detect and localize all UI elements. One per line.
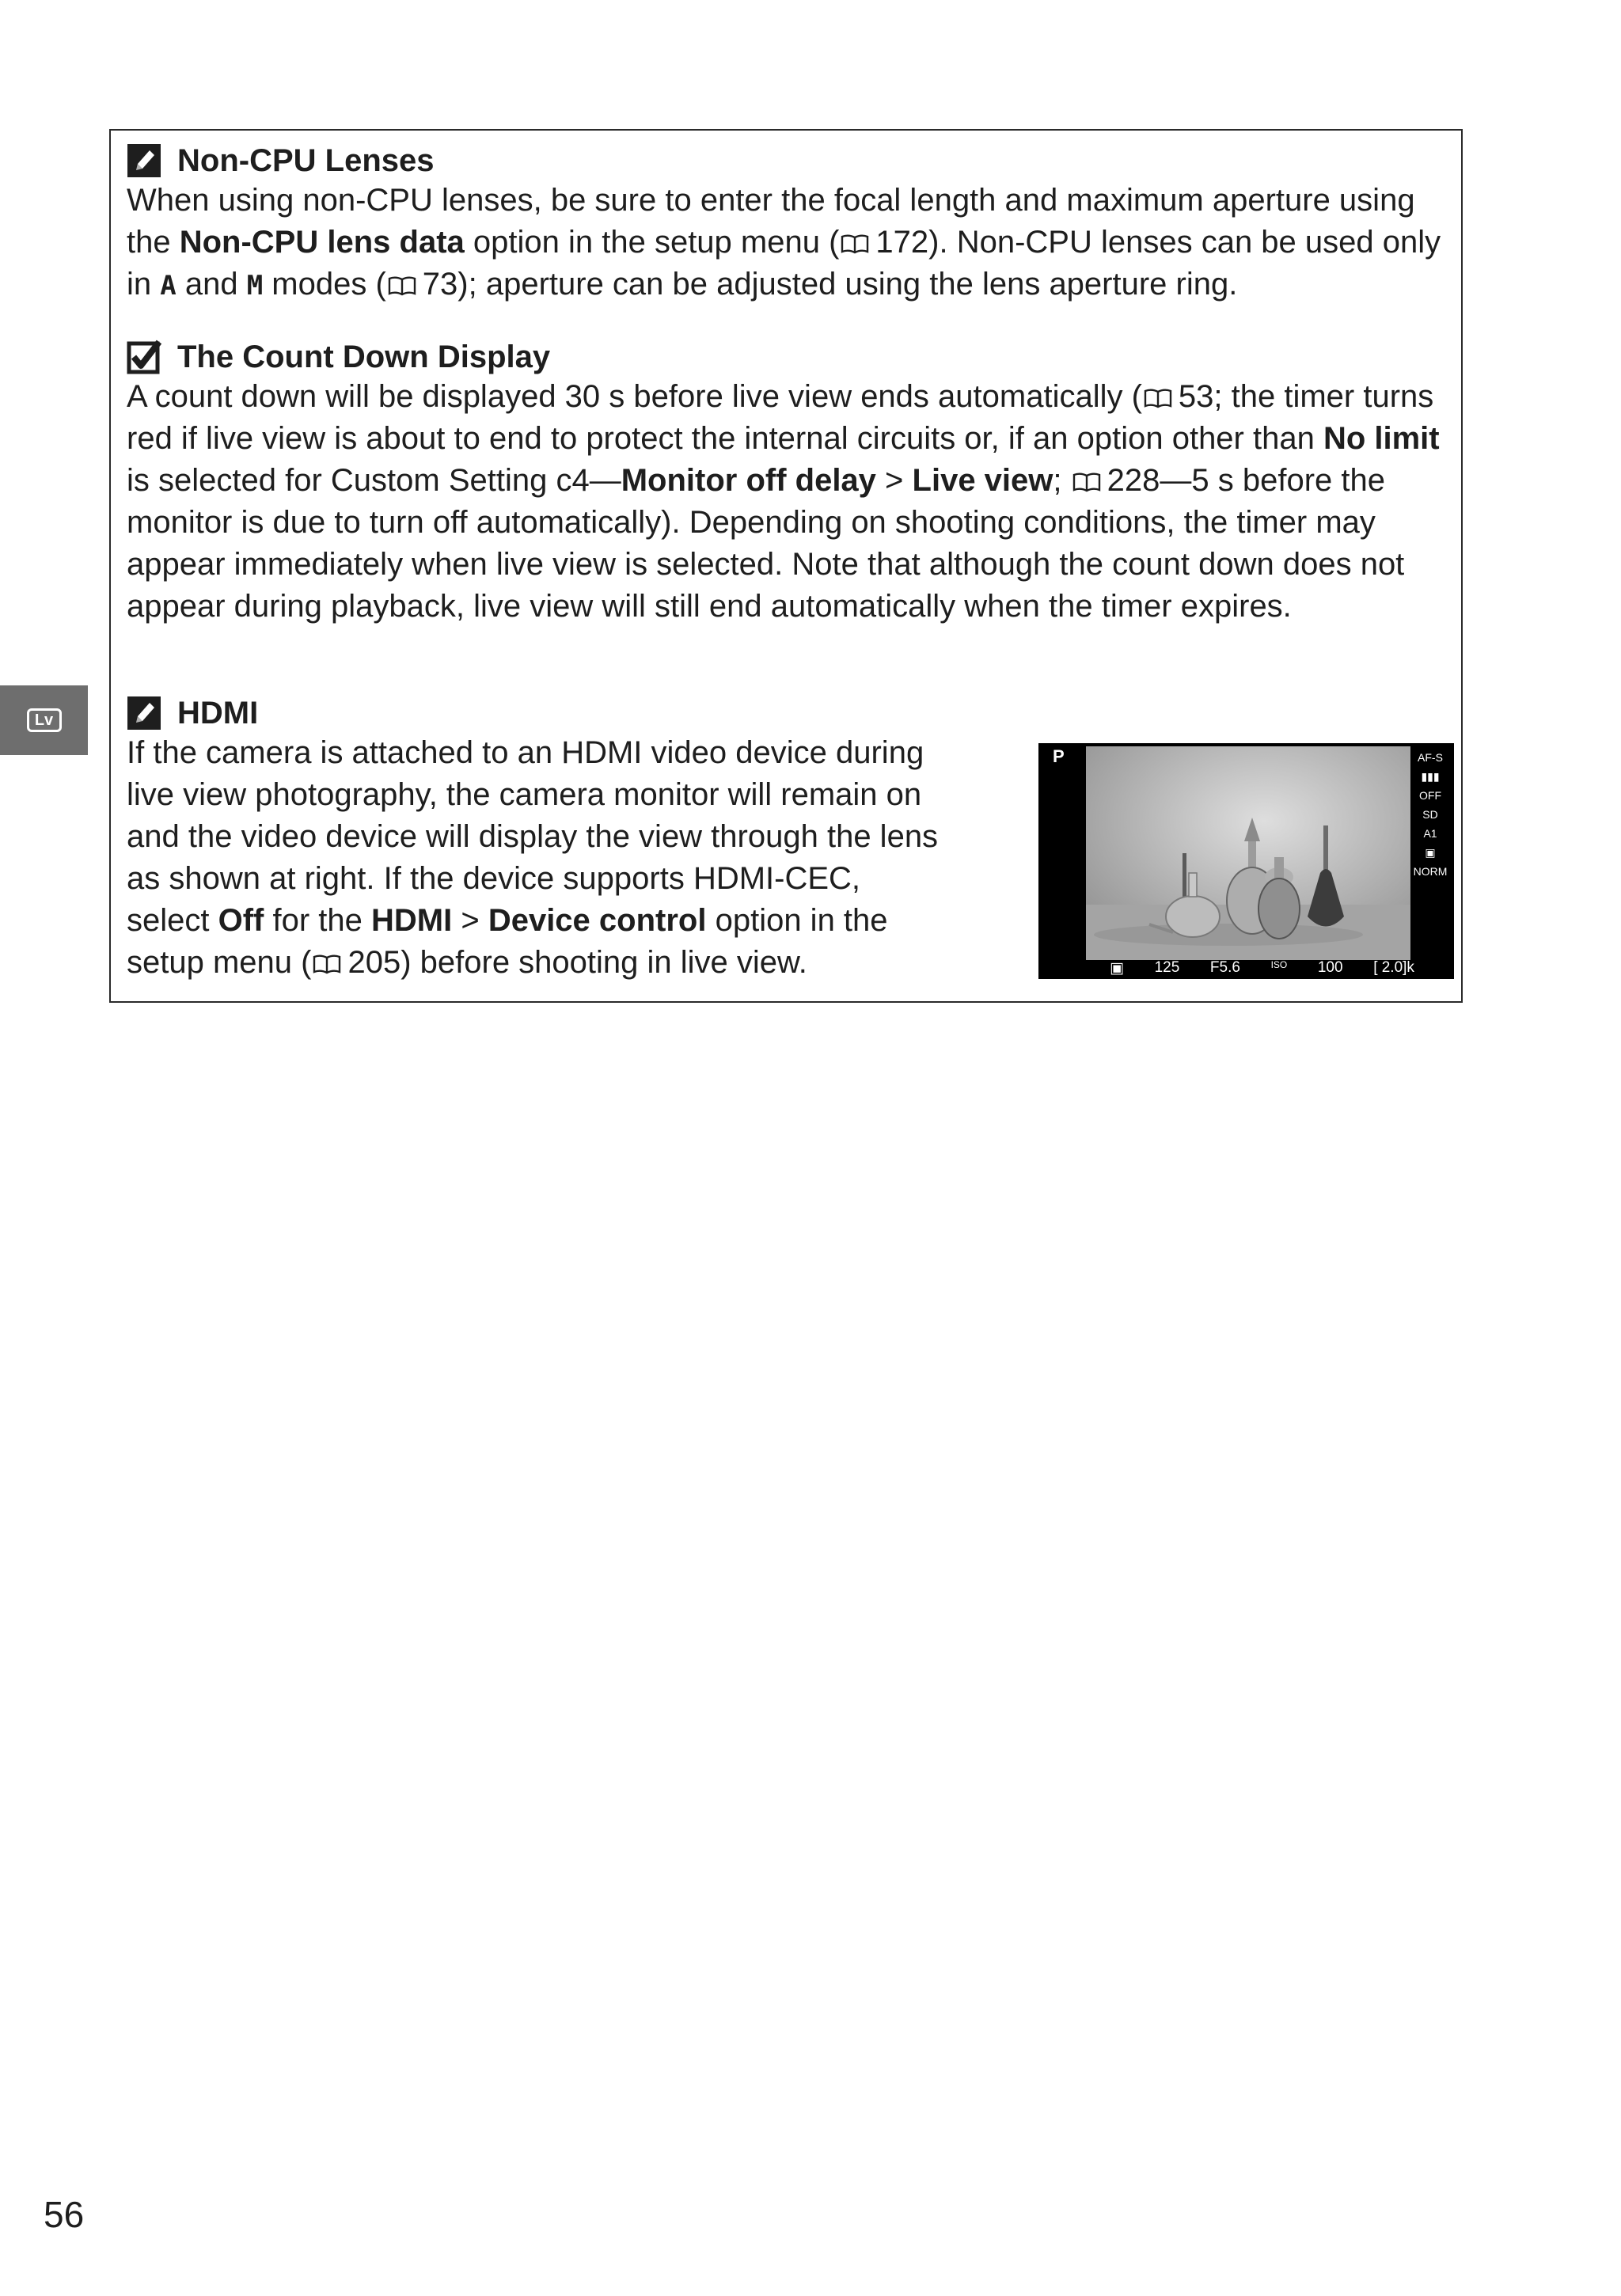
menu-item-name: HDMI [371, 903, 453, 938]
pencil-note-icon [127, 143, 161, 178]
mode-letter: A [160, 270, 177, 302]
checkmark-caution-icon [127, 340, 161, 374]
section-body: If the camera is attached to an HDMI video device during live view photography, the camera monitor will remain on and the video device will display the view through the lens as shown at right. If the device supports HDMI-CEC, select Off for the HDMI > Device control option in the setup menu ( 205) before shooting in live view. [127, 735, 939, 980]
menu-item-name: Non-CPU lens data [179, 225, 465, 260]
page-number: 56 [44, 2194, 85, 2235]
notes-box [109, 129, 1463, 1003]
menu-item-name: Live view [912, 463, 1053, 498]
live-view-chapter-tab [0, 685, 88, 755]
section-body: When using non-CPU lenses, be sure to enter the focal length and maximum aperture using the Non-CPU lens data option in the setup menu ( 172). Non-CPU lenses can be used only in A and M modes ( 73); aperture can be adjusted using the lens aperture ring. [127, 183, 1441, 302]
section-non-cpu-lenses [127, 142, 1452, 307]
page-reference-icon [388, 275, 416, 296]
screen-bottom-info-bar: ▣ 125 F5.6 ISO 100 [ 2.0]k [1110, 959, 1414, 977]
menu-item-name: Monitor off delay [621, 463, 876, 498]
section-body: A count down will be displayed 30 s before live view ends automatically ( 53; the timer turns red if live view is about to end to protect the internal circuits or, if an option other than No limit is selected for Custom Setting c4—Monitor off delay > Live view; 228—5 s before the monitor is due to turn off automatically). Depending on shooting conditions, the timer may appear immediately when live view is selected. Note that although the count down does not appear during playback, live view will still end automatically when the timer expires. [127, 379, 1440, 624]
hdmi-live-view-screen-illustration [1038, 743, 1454, 979]
setting-value: No limit [1323, 421, 1440, 456]
section-title: Non-CPU Lenses [177, 143, 435, 178]
menu-item-name: Device control [488, 903, 707, 938]
perfume-bottles-photo [1086, 746, 1410, 960]
mode-letter: M [246, 270, 264, 302]
page-reference-icon [841, 233, 869, 254]
page-reference-icon [1144, 388, 1172, 408]
section-count-down-display [127, 338, 1452, 628]
live-view-tab-icon: Lv [27, 708, 62, 732]
pencil-note-icon [127, 696, 161, 731]
setting-value: Off [218, 903, 264, 938]
page-reference-icon [313, 954, 341, 974]
exposure-mode-indicator: P [1053, 746, 1065, 766]
screen-side-indicators: AF-S ▮▮▮ OFF SD A1 ▣ NORM [1413, 751, 1448, 878]
section-title: The Count Down Display [177, 340, 551, 374]
section-title: HDMI [177, 696, 259, 731]
page-reference-icon [1072, 472, 1101, 492]
